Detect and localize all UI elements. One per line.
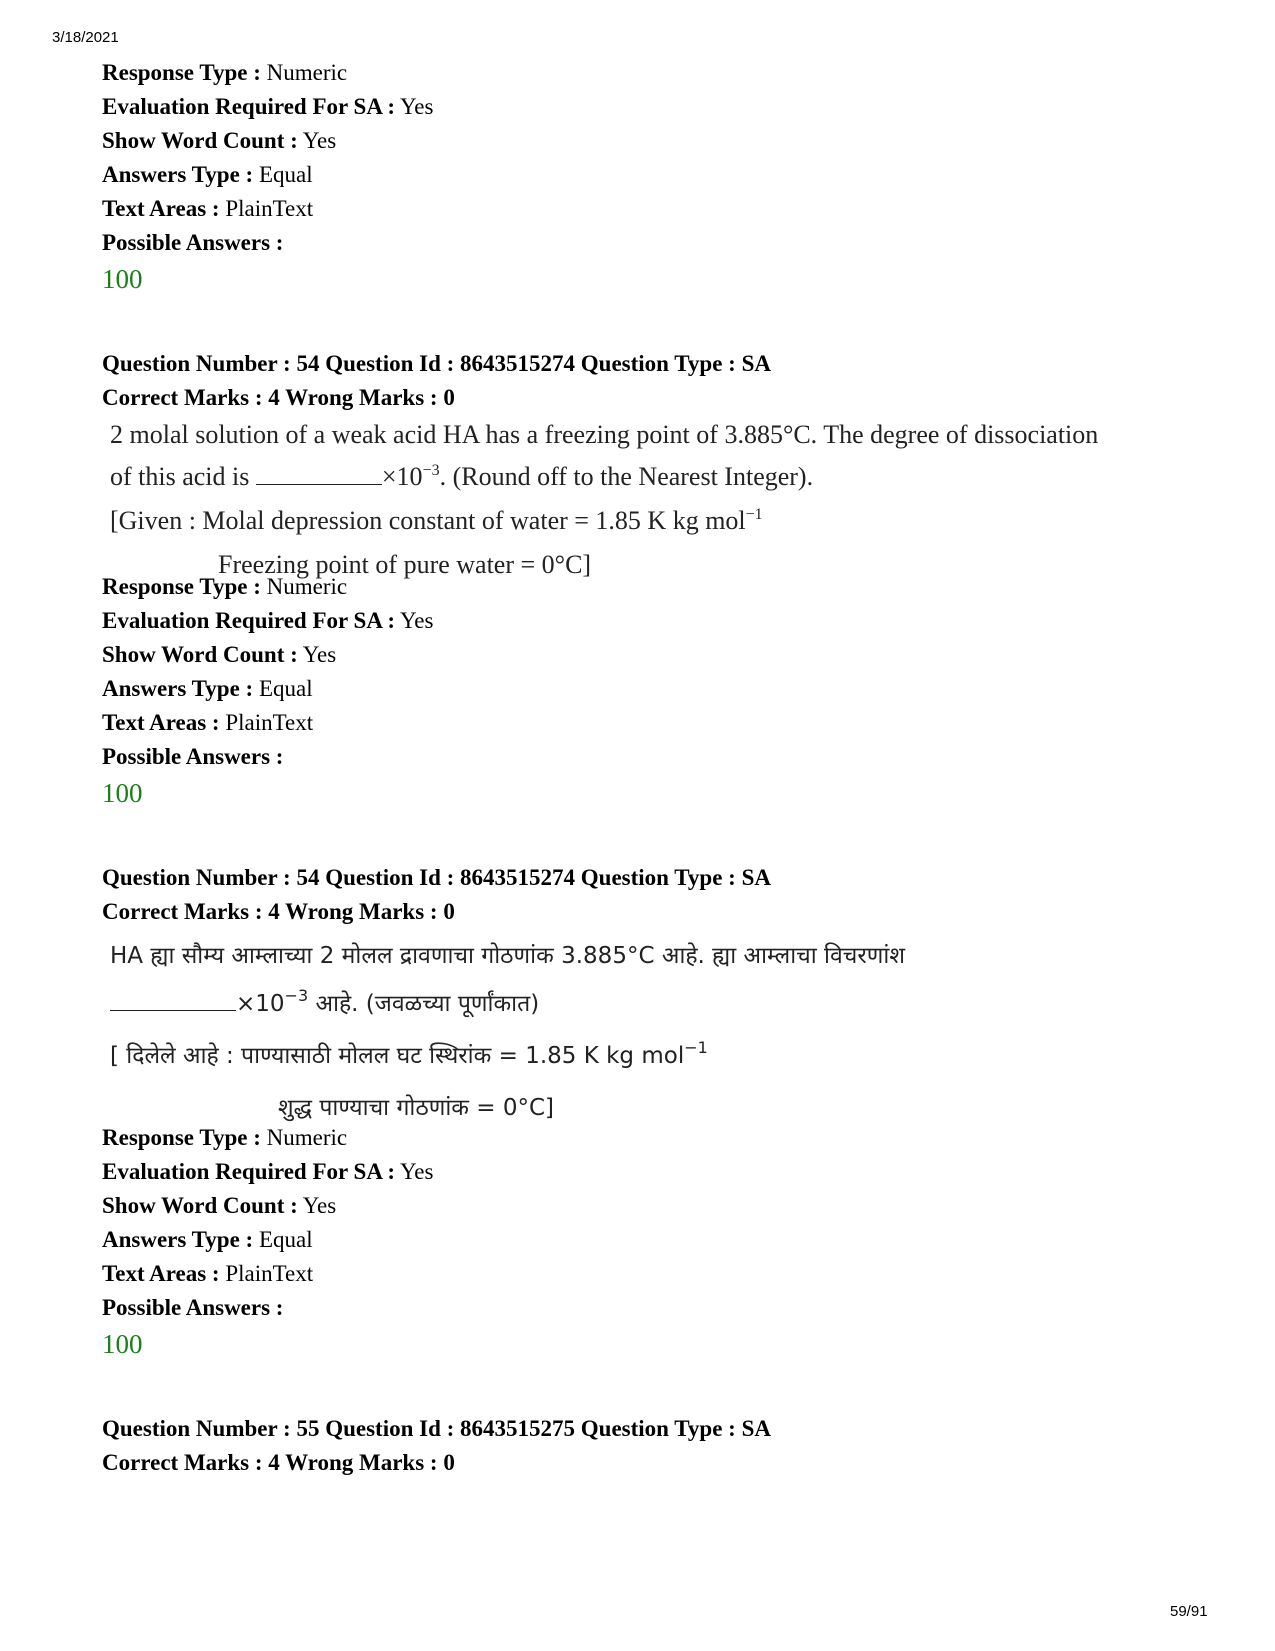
eval-required-row bbox=[102, 90, 433, 124]
text-areas-value: PlainText bbox=[225, 196, 314, 221]
question-line-3 bbox=[110, 1038, 708, 1070]
show-word-count-value: Yes bbox=[302, 1193, 337, 1218]
response-type-row bbox=[102, 1121, 433, 1155]
possible-answers-row bbox=[102, 740, 433, 774]
exponent: −3 bbox=[284, 986, 309, 1005]
question-55-header bbox=[102, 1412, 771, 1480]
eval-required-value: Yes bbox=[400, 1159, 434, 1184]
response-type-label: Response Type : bbox=[102, 60, 261, 85]
show-word-count-value: Yes bbox=[302, 642, 337, 667]
page-number: 59/91 bbox=[1170, 1603, 1208, 1620]
eval-required-value: Yes bbox=[400, 608, 434, 633]
show-word-count-label: Show Word Count : bbox=[102, 642, 298, 667]
page-date: 3/18/2021 bbox=[52, 29, 119, 46]
possible-answers-label: Possible Answers : bbox=[102, 1295, 284, 1320]
question-line-1: 2 molal solution of a weak acid HA has a freezing point of 3.885°C. The degree of dissociation bbox=[110, 420, 1099, 449]
text-areas-row bbox=[102, 192, 433, 226]
eval-required-label: Evaluation Required For SA : bbox=[102, 94, 396, 119]
question-header: Question Number : 54 Question Id : 8643515274 Question Type : SA bbox=[102, 351, 771, 376]
question-line-2 bbox=[110, 986, 539, 1018]
question-marks: Correct Marks : 4 Wrong Marks : 0 bbox=[102, 385, 455, 410]
eval-required-value: Yes bbox=[400, 94, 434, 119]
question-header: Question Number : 55 Question Id : 8643515275 Question Type : SA bbox=[102, 1416, 771, 1441]
question-line-4: शुद्ध पाण्याचा गोठणांक = 0°C] bbox=[278, 1095, 555, 1121]
response-type-row bbox=[102, 56, 433, 90]
eval-required-row bbox=[102, 604, 433, 638]
question-54-en-header bbox=[102, 347, 771, 415]
answers-type-value: Equal bbox=[258, 1227, 313, 1252]
text-areas-label: Text Areas : bbox=[102, 710, 220, 735]
answers-type-label: Answers Type : bbox=[102, 676, 254, 701]
question-marks: Correct Marks : 4 Wrong Marks : 0 bbox=[102, 1450, 455, 1475]
question-54-en-meta bbox=[102, 570, 433, 812]
answers-type-label: Answers Type : bbox=[102, 1227, 254, 1252]
possible-answers-row bbox=[102, 1291, 433, 1325]
answers-type-row bbox=[102, 672, 433, 706]
question-54-mr-text bbox=[110, 938, 1190, 1121]
given-text: [Given : Molal depression constant of water = 1.85 K kg mol bbox=[110, 506, 746, 535]
possible-answers-row bbox=[102, 226, 433, 260]
show-word-count-row bbox=[102, 1189, 433, 1223]
text-areas-label: Text Areas : bbox=[102, 1261, 220, 1286]
unit-exponent: −1 bbox=[745, 506, 763, 523]
possible-answers-label: Possible Answers : bbox=[102, 744, 284, 769]
question-line-1: HA ह्या सौम्य आम्लाच्या 2 मोलल द्रावणाचा गोठणांक 3.885°C आहे. ह्या आम्लाचा विचरणांश bbox=[110, 943, 906, 969]
response-type-value: Numeric bbox=[266, 60, 348, 85]
show-word-count-label: Show Word Count : bbox=[102, 128, 298, 153]
question-meta-block-1 bbox=[102, 56, 433, 298]
response-type-label: Response Type : bbox=[102, 574, 261, 599]
exponent: −3 bbox=[422, 462, 440, 479]
given-text: [ दिलेले आहे : पाण्यासाठी मोलल घट स्थिरांक = 1.85 K kg mol bbox=[110, 1043, 685, 1069]
answers-type-row bbox=[102, 158, 433, 192]
question-line-2-tail: आहे. (जवळच्या पूर्णांकात) bbox=[308, 991, 540, 1017]
text-areas-label: Text Areas : bbox=[102, 196, 220, 221]
text-areas-row bbox=[102, 1257, 433, 1291]
text-areas-value: PlainText bbox=[225, 1261, 314, 1286]
possible-answer-value: 100 bbox=[102, 1329, 143, 1359]
answers-type-value: Equal bbox=[258, 162, 313, 187]
eval-required-label: Evaluation Required For SA : bbox=[102, 1159, 396, 1184]
times-ten: ×10 bbox=[236, 991, 285, 1017]
answer-blank bbox=[256, 464, 382, 485]
question-54-mr-meta bbox=[102, 1121, 433, 1363]
eval-required-row bbox=[102, 1155, 433, 1189]
times-ten: ×10 bbox=[381, 462, 423, 491]
question-line-2 bbox=[110, 462, 813, 492]
question-header: Question Number : 54 Question Id : 8643515274 Question Type : SA bbox=[102, 865, 771, 890]
show-word-count-row bbox=[102, 638, 433, 672]
answer-blank bbox=[110, 990, 236, 1011]
eval-required-label: Evaluation Required For SA : bbox=[102, 608, 396, 633]
show-word-count-value: Yes bbox=[302, 128, 337, 153]
response-type-label: Response Type : bbox=[102, 1125, 261, 1150]
question-54-mr-header bbox=[102, 861, 771, 929]
question-line-4: Freezing point of pure water = 0°C] bbox=[218, 550, 592, 579]
possible-answer-value: 100 bbox=[102, 778, 143, 808]
answers-type-value: Equal bbox=[258, 676, 313, 701]
question-line-3 bbox=[110, 506, 763, 536]
possible-answers-label: Possible Answers : bbox=[102, 230, 284, 255]
response-type-row bbox=[102, 570, 433, 604]
question-marks: Correct Marks : 4 Wrong Marks : 0 bbox=[102, 899, 455, 924]
possible-answer-value: 100 bbox=[102, 264, 143, 294]
answers-type-label: Answers Type : bbox=[102, 162, 254, 187]
show-word-count-row bbox=[102, 124, 433, 158]
answers-type-row bbox=[102, 1223, 433, 1257]
show-word-count-label: Show Word Count : bbox=[102, 1193, 298, 1218]
response-type-value: Numeric bbox=[266, 1125, 348, 1150]
text-areas-row bbox=[102, 706, 433, 740]
question-line-2-tail: . (Round off to the Nearest Integer). bbox=[439, 462, 814, 491]
question-line-2-text: of this acid is bbox=[110, 462, 250, 491]
response-type-value: Numeric bbox=[266, 574, 348, 599]
text-areas-value: PlainText bbox=[225, 710, 314, 735]
unit-exponent: −1 bbox=[684, 1038, 708, 1057]
